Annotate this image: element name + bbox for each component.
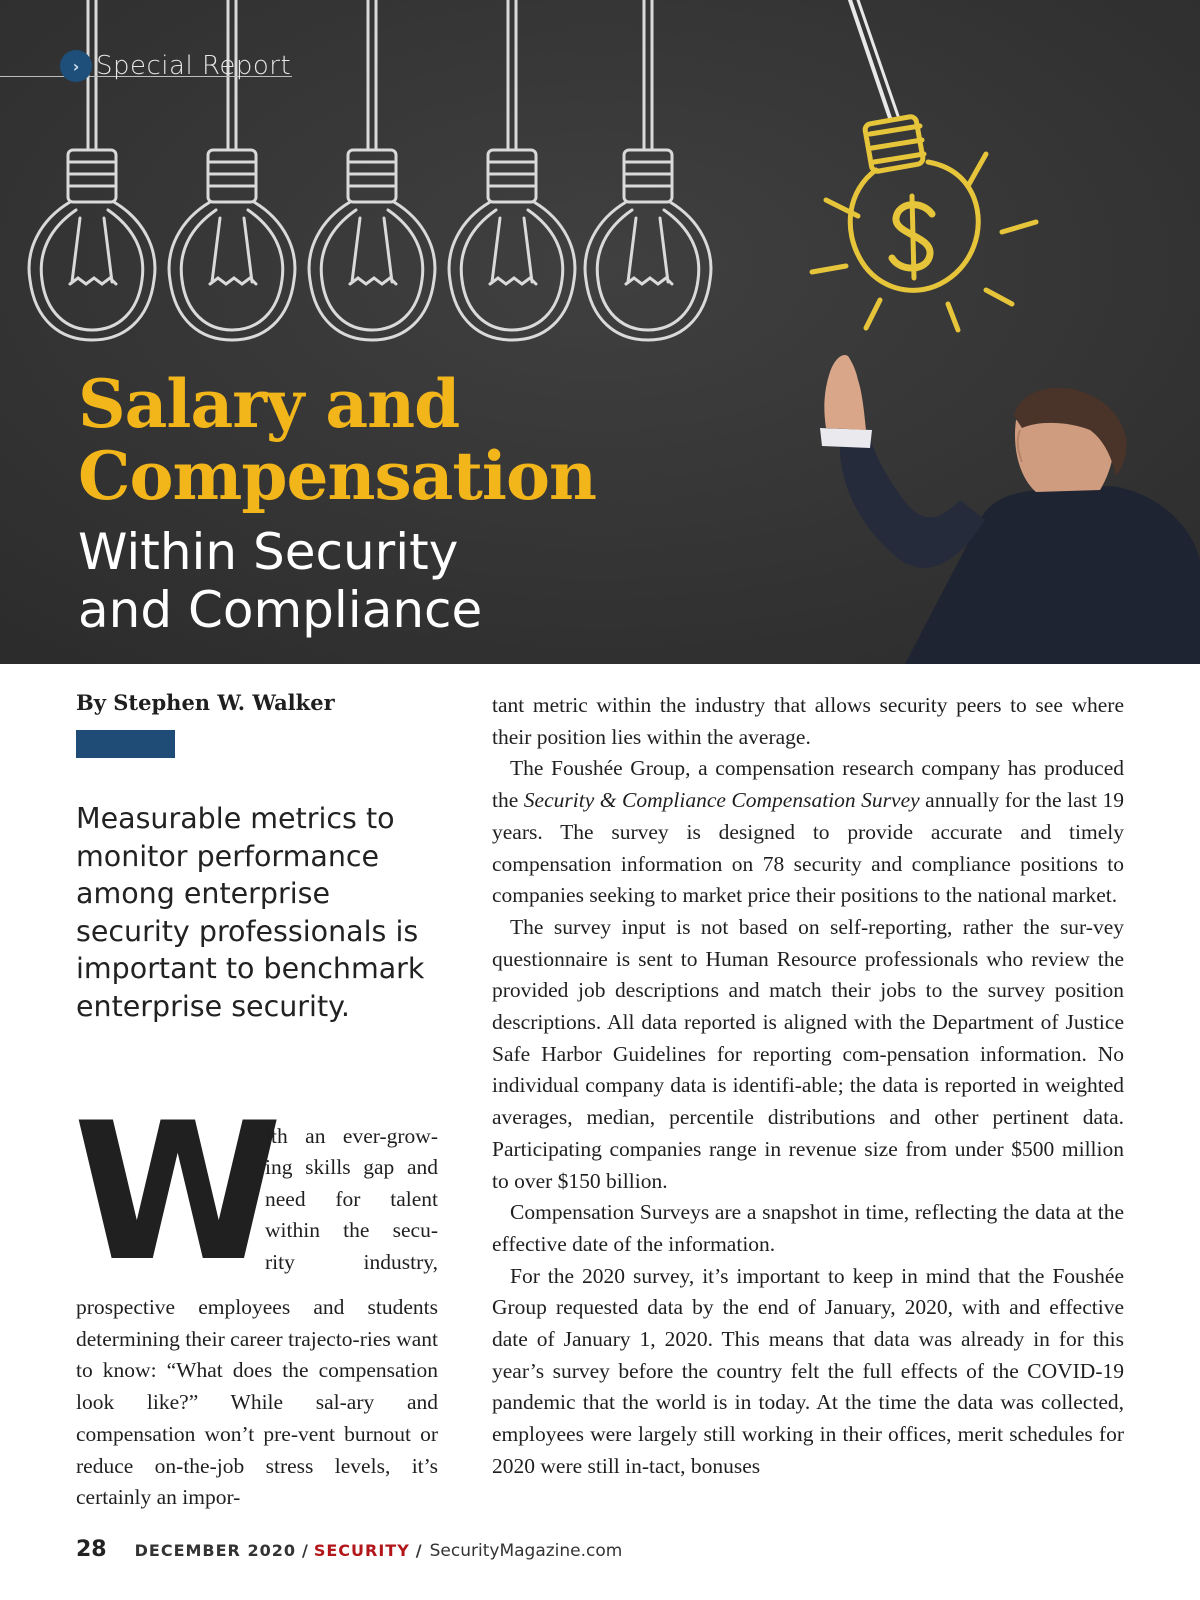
lead-wrap-line-2: ing skills gap and [265,1155,438,1179]
footer-separator-1: / [301,1541,308,1560]
drop-cap: W [73,1082,271,1303]
body-paragraph-3: The survey input is not based on self-reporting, rather the sur-vey questionnaire is sent to Human Resource professionals who review the provided job descriptions and match their jobs to the survey position descriptions. All data reported is aligned with the Department of Justice Safe Harbor Guidelines for reporting com-pensation information. No individual company data is identifi-able; the data is reported in weighted averages, median, percentile distributions and other pertinent data. Participating companies range in revenue size from under $500 million to over $150 billion. [492,914,1124,1193]
body-paragraph-2-end: annually for the last 19 years. The survey is designed to provide accurate and timely compensation information on 78 security and compliance positions to companies seeking to market price their positions to the national market. [492,788,1124,908]
body-column-right [492,690,1124,1483]
byline-accent-bar [76,730,175,758]
subtitle-line-2: and Compliance [78,581,483,639]
byline: By Stephen W. Walker [76,690,335,715]
section-tag [60,48,291,84]
page-number: 28 [76,1537,107,1562]
survey-title: Security & Compliance Compensation Survey [523,788,920,813]
lead-wrap-line-3: need for talent [265,1187,438,1211]
article-title [78,365,596,515]
title-line-1: Salary and [78,365,460,443]
article-deck: Measurable metrics to monitor performance among enterprise security professionals is important to benchmark enterprise security. [76,802,425,1023]
subtitle-line-1: Within Security [78,523,459,581]
article-subtitle [78,523,482,639]
lead-wrap-line-4: within the secu- [265,1218,438,1242]
page-footer [76,1537,622,1562]
footer-separator-2: / [415,1541,422,1560]
website-link[interactable]: SecurityMagazine.com [429,1541,623,1561]
section-tag-label: Special Report [96,51,292,81]
magazine-brand: SECURITY [313,1541,410,1560]
lead-wrap-line-1: ith an ever-grow- [265,1124,438,1148]
body-paragraph-1: tant metric within the industry that allows security peers to see where their position lies within the average. [492,693,1124,749]
lead-paragraph: prospective employees and students determining their career trajecto-ries want to know: “What does the compensation look like?” While sal-ary and compensation won’t pre-vent burnout or reduce on-the-job stress levels, it’s certainly an impor- [76,1295,438,1510]
lead-wrap-line-5: rity industry, [265,1250,438,1274]
body-paragraph-4: Compensation Surveys are a snapshot in time, reflecting the data at the effective date of the information. [492,1200,1124,1256]
body-paragraph-5: For the 2020 survey, it’s important to keep in mind that the Foushée Group requested data by the end of January, 2020, with and effective date of January 1, 2020. This means that data was already in for this year’s survey before the country felt the full effects of the COVID-19 pandemic that the world is in today. At the time the data was collected, employees were largely still working in their offices, merit schedules for 2020 were still in-tact, bonuses [492,1263,1124,1478]
hero-banner [0,0,1200,664]
title-line-2: Compensation [78,437,596,515]
body-paragraph-2-start: The Foushée Group, a compensation research company has produced the [492,756,1124,813]
body-paragraph-2 [492,753,1124,912]
chevron-right-icon: › [60,50,92,82]
issue-date: DECEMBER 2020 [134,1541,296,1560]
